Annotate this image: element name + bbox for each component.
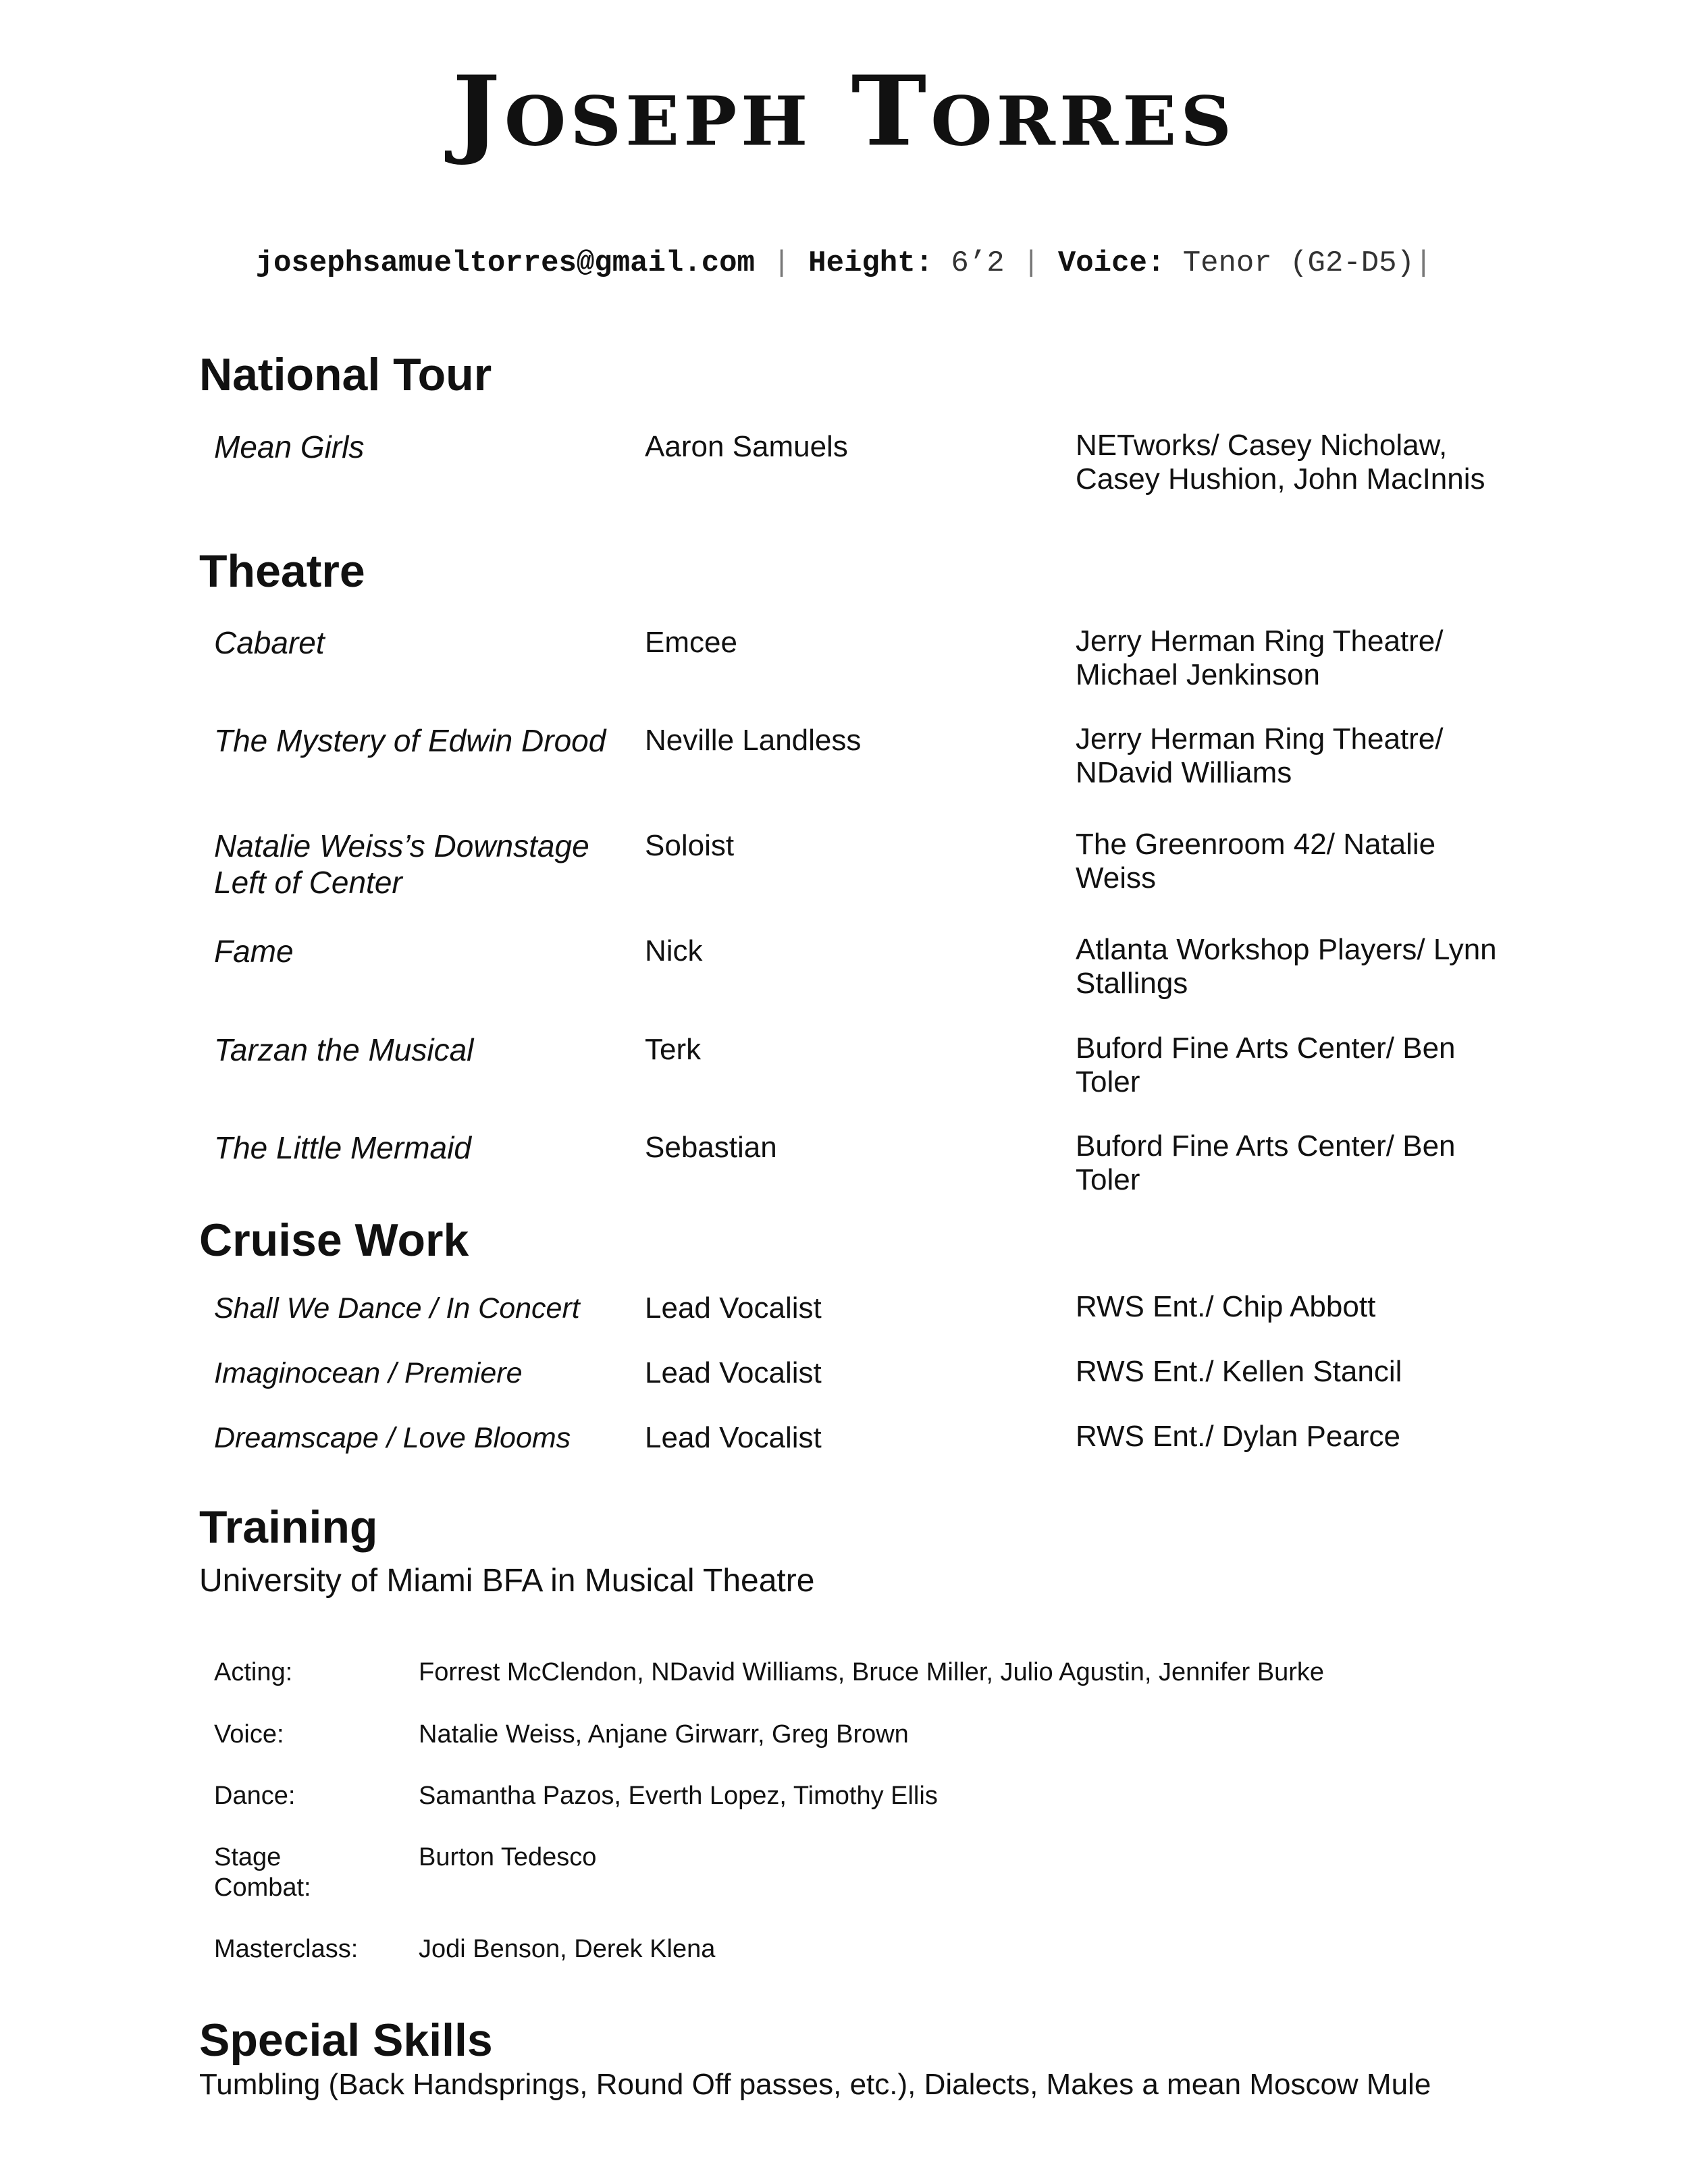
training-label: Stage Combat: [214, 1843, 311, 1902]
training-label: Masterclass: [214, 1935, 359, 1963]
show-title: Natalie Weiss’s Downstage Left of Center [214, 828, 589, 900]
section-heading-special-skills: Special Skills [199, 2015, 493, 2066]
role: Lead Vocalist [645, 1291, 822, 1325]
role: Sebastian [645, 1131, 777, 1164]
role: Emcee [645, 626, 737, 659]
training-teachers: Forrest McClendon, NDavid Williams, Bruce Miller, Julio Agustin, Jennifer Burke [419, 1658, 1325, 1686]
email: josephsamueltorres@gmail.com [255, 246, 755, 280]
role: Aaron Samuels [645, 430, 848, 463]
section-heading-theatre: Theatre [199, 545, 365, 597]
role: Lead Vocalist [645, 1356, 822, 1389]
show-title: Cabaret [214, 625, 325, 660]
training-label: Dance: [214, 1782, 296, 1810]
show-title: Tarzan the Musical [214, 1032, 474, 1067]
company-director: Atlanta Workshop Players/ Lynn Stallings [1076, 933, 1497, 1000]
resume-name: Joseph Torres [452, 55, 1236, 168]
company-director: RWS Ent./ Kellen Stancil [1076, 1355, 1402, 1388]
show-title: The Little Mermaid [214, 1130, 471, 1165]
training-school: University of Miami BFA in Musical Theatre [199, 1563, 815, 1599]
training-label: Voice: [214, 1720, 284, 1749]
company-director: Jerry Herman Ring Theatre/ NDavid Williams [1076, 722, 1444, 789]
role: Nick [645, 934, 703, 967]
separator: | [1414, 246, 1433, 280]
show-title: Shall We Dance / In Concert [214, 1292, 580, 1325]
contact-line [0, 243, 1688, 284]
separator: | [1022, 246, 1040, 280]
training-teachers: Natalie Weiss, Anjane Girwarr, Greg Brown [419, 1720, 909, 1749]
height-value: 6’2 [951, 246, 1005, 280]
show-title: The Mystery of Edwin Drood [214, 723, 606, 758]
role: Soloist [645, 829, 735, 862]
training-teachers: Samantha Pazos, Everth Lopez, Timothy Ellis [419, 1782, 938, 1810]
show-title: Dreamscape / Love Blooms [214, 1422, 571, 1454]
voice-value: Tenor (G2-D5) [1182, 246, 1415, 280]
training-teachers: Burton Tedesco [419, 1843, 597, 1871]
show-title: Mean Girls [214, 429, 365, 464]
company-director: The Greenroom 42/ Natalie Weiss [1076, 828, 1436, 895]
section-heading-training: Training [199, 1501, 378, 1553]
training-label: Acting: [214, 1658, 293, 1686]
role: Terk [645, 1033, 702, 1066]
role: Lead Vocalist [645, 1421, 822, 1454]
height-label: Height: [808, 246, 934, 280]
company-director: Buford Fine Arts Center/ Ben Toler [1076, 1032, 1456, 1098]
company-director: RWS Ent./ Chip Abbott [1076, 1290, 1376, 1323]
section-heading-cruise-work: Cruise Work [199, 1215, 469, 1266]
company-director: Jerry Herman Ring Theatre/ Michael Jenkinson [1076, 624, 1444, 691]
company-director: RWS Ent./ Dylan Pearce [1076, 1420, 1400, 1453]
training-teachers: Jodi Benson, Derek Klena [419, 1935, 716, 1963]
role: Neville Landless [645, 724, 862, 757]
show-title: Fame [214, 934, 294, 969]
section-heading-national-tour: National Tour [199, 349, 492, 400]
show-title: Imaginocean / Premiere [214, 1357, 523, 1389]
special-skills-text: Tumbling (Back Handsprings, Round Off passes, etc.), Dialects, Makes a mean Moscow Mule [199, 2068, 1431, 2101]
company-director: Buford Fine Arts Center/ Ben Toler [1076, 1129, 1456, 1196]
separator: | [772, 246, 791, 280]
voice-label: Voice: [1057, 246, 1165, 280]
company-director: NETworks/ Casey Nicholaw, Casey Hushion, John MacInnis [1076, 429, 1485, 496]
